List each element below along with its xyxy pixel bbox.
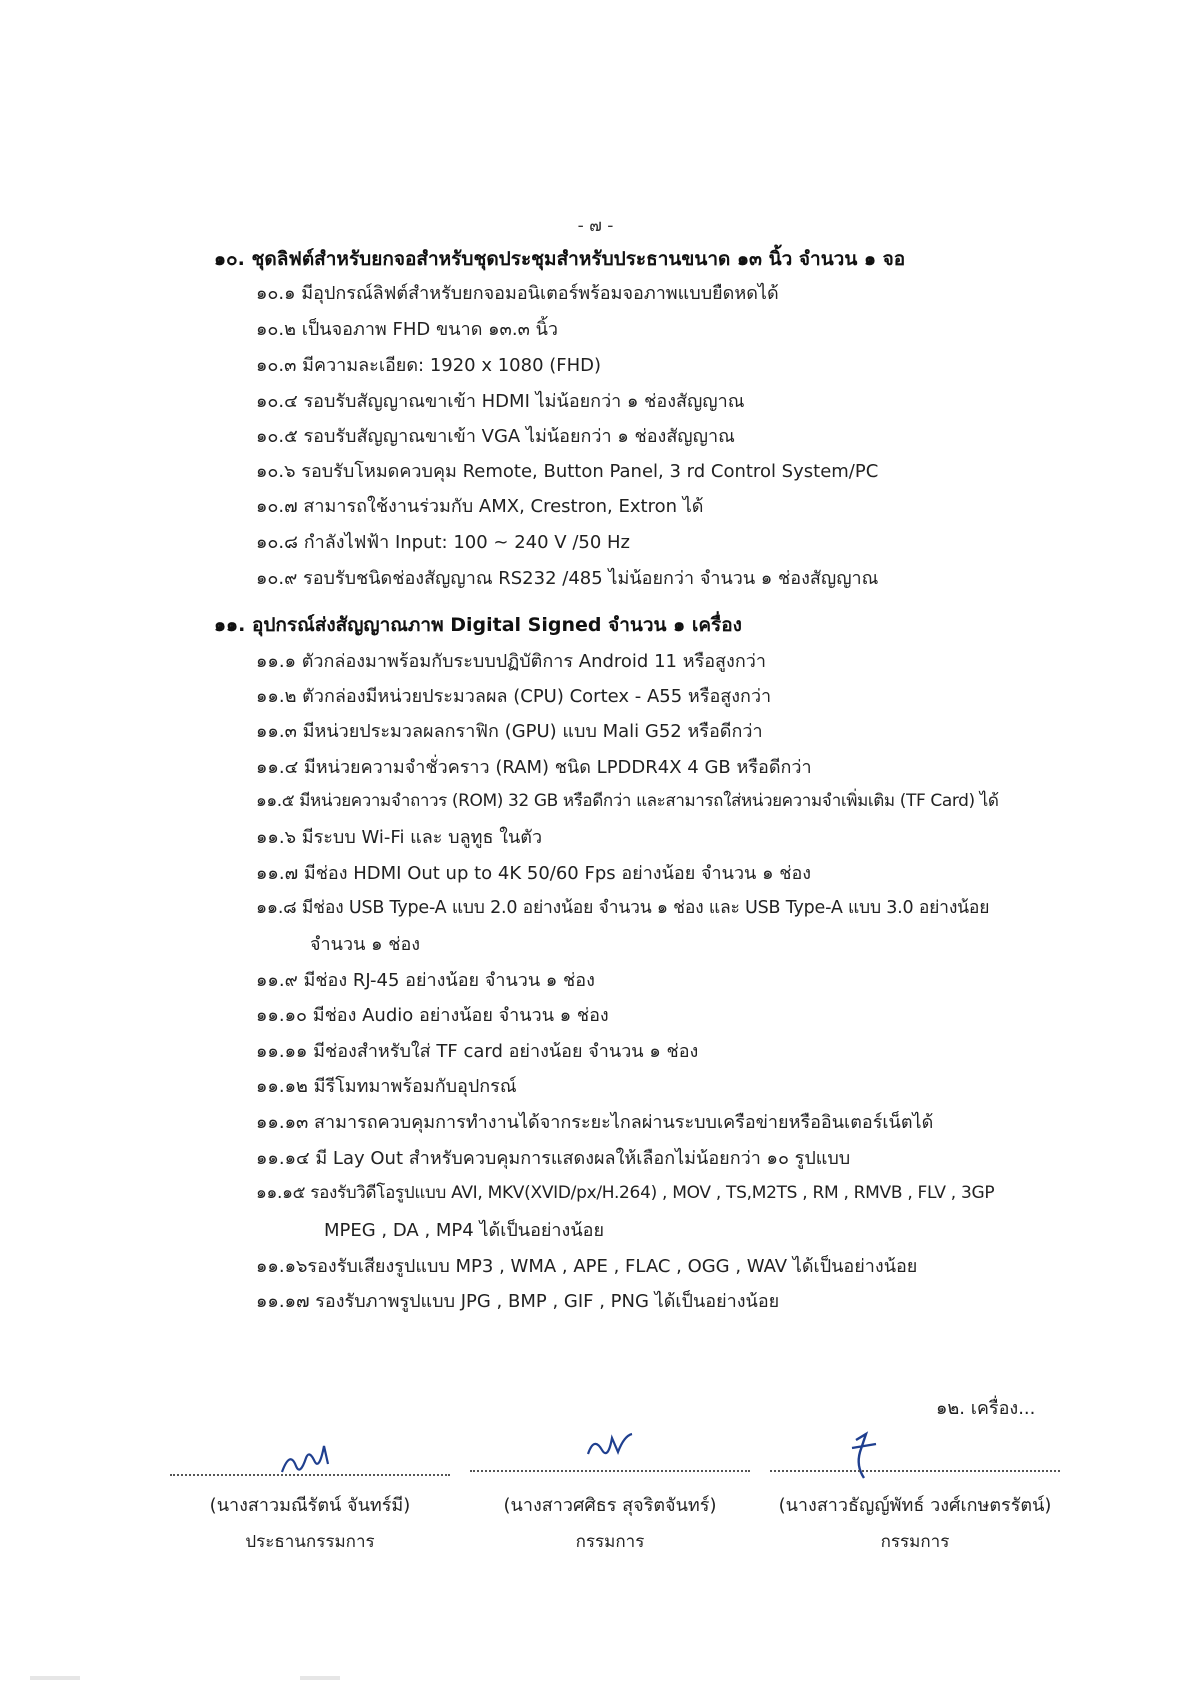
signatory-role: กรรมการ <box>880 1532 950 1552</box>
signatory-name: (นางสาวศศิธร สุจริตจันทร์) <box>503 1495 717 1516</box>
spec-item: ๑๑.๑๗ รองรับภาพรูปแบบ JPG , BMP , GIF , PNG ได้เป็นอย่างน้อย <box>256 1291 780 1312</box>
spec-item: ๑๑.๕ มีหน่วยความจำถาวร (ROM) 32 GB หรือดีกว่า และสามารถใส่หน่วยความจำเพิ่มเติม (TF Card) ได้ <box>256 791 999 811</box>
signature-scribble <box>470 1422 750 1470</box>
signatory-role: ประธานกรรมการ <box>245 1532 375 1552</box>
section-11-heading: ๑๑. อุปกรณ์ส่งสัญญาณภาพ Digital Signed จำนวน ๑ เครื่อง <box>214 614 742 636</box>
signature-scribble <box>170 1432 450 1480</box>
spec-item: ๑๑.๓ มีหน่วยประมวลผลกราฟิก (GPU) แบบ Mali G52 หรือดีกว่า <box>256 721 763 742</box>
signature-dotted-line <box>170 1474 450 1476</box>
spec-item: ๑๐.๓ มีความละเอียด: 1920 x 1080 (FHD) <box>256 355 602 376</box>
next-page-reference: ๑๒. เครื่อง... <box>936 1398 1036 1419</box>
spec-item: ๑๐.๖ รอบรับโหมดควบคุม Remote, Button Panel, 3 rd Control System/PC <box>256 461 879 482</box>
spec-item: ๑๑.๘ มีช่อง USB Type-A แบบ 2.0 อย่างน้อย จำนวน ๑ ช่อง และ USB Type-A แบบ 3.0 อย่างน้อย <box>256 898 990 918</box>
signatory-name: (นางสาวธัญญ์พัทธ์ วงศ์เกษตรรัตน์) <box>778 1495 1052 1516</box>
spec-item-continuation: จำนวน ๑ ช่อง <box>310 934 421 955</box>
scan-artifact <box>30 1676 80 1680</box>
spec-item: ๑๑.๙ มีช่อง RJ-45 อย่างน้อย จำนวน ๑ ช่อง <box>256 970 595 991</box>
signature-dotted-line <box>770 1470 1060 1472</box>
signatory-role: กรรมการ <box>575 1532 645 1552</box>
spec-item-continuation: MPEG , DA , MP4 ได้เป็นอย่างน้อย <box>324 1220 604 1241</box>
spec-item: ๑๐.๔ รอบรับสัญญาณขาเข้า HDMI ไม่น้อยกว่า ๑ ช่องสัญญาณ <box>256 391 745 412</box>
signature-dotted-line <box>470 1470 750 1472</box>
spec-item: ๑๑.๗ มีช่อง HDMI Out up to 4K 50/60 Fps อย่างน้อย จำนวน ๑ ช่อง <box>256 863 812 884</box>
spec-item: ๑๑.๒ ตัวกล่องมีหน่วยประมวลผล (CPU) Cortex - A55 หรือสูงกว่า <box>256 686 772 707</box>
signatory-name: (นางสาวมณีรัตน์ จันทร์มี) <box>209 1495 411 1516</box>
spec-item: ๑๑.๖ มีระบบ Wi-Fi และ บลูทูธ ในตัว <box>256 827 543 848</box>
spec-item: ๑๐.๑ มีอุปกรณ์ลิฟต์สำหรับยกจอมอนิเตอร์พร้อมจอภาพแบบยืดหดได้ <box>256 283 779 304</box>
spec-item: ๑๑.๑๖รองรับเสียงรูปแบบ MP3 , WMA , APE , FLAC , OGG , WAV ได้เป็นอย่างน้อย <box>256 1256 918 1277</box>
scan-artifact <box>300 1676 340 1680</box>
spec-item: ๑๐.๘ กำลังไฟฟ้า Input: 100 ~ 240 V /50 Hz <box>256 532 631 553</box>
spec-item: ๑๑.๑๕ รองรับวิดีโอรูปแบบ AVI, MKV(XVID/px/H.264) , MOV , TS,M2TS , RM , RMVB , FLV , 3GP <box>256 1183 995 1203</box>
spec-item: ๑๐.๕ รอบรับสัญญาณขาเข้า VGA ไม่น้อยกว่า ๑ ช่องสัญญาณ <box>256 426 735 447</box>
signature-scribble <box>770 1422 1060 1482</box>
spec-item: ๑๑.๑๐ มีช่อง Audio อย่างน้อย จำนวน ๑ ช่อง <box>256 1005 609 1026</box>
spec-item: ๑๐.๒ เป็นจอภาพ FHD ขนาด ๑๓.๓ นิ้ว <box>256 319 559 340</box>
spec-item: ๑๑.๑๒ มีรีโมทมาพร้อมกับอุปกรณ์ <box>256 1076 517 1097</box>
section-10-heading: ๑๐. ชุดลิฟต์สำหรับยกจอสำหรับชุดประชุมสำหรับประธานขนาด ๑๓ นิ้ว จำนวน ๑ จอ <box>214 248 906 270</box>
spec-item: ๑๐.๙ รอบรับชนิดช่องสัญญาณ RS232 /485 ไม่น้อยกว่า จำนวน ๑ ช่องสัญญาณ <box>256 568 879 589</box>
spec-item: ๑๐.๗ สามารถใช้งานร่วมกับ AMX, Crestron, Extron ได้ <box>256 496 704 517</box>
spec-item: ๑๑.๑๔ มี Lay Out สำหรับควบคุมการแสดงผลให้เลือกไม่น้อยกว่า ๑๐ รูปแบบ <box>256 1148 851 1169</box>
spec-item: ๑๑.๑๑ มีช่องสำหรับใส่ TF card อย่างน้อย จำนวน ๑ ช่อง <box>256 1041 699 1062</box>
page-number: - ๗ - <box>577 216 614 236</box>
spec-item: ๑๑.๑๓ สามารถควบคุมการทำงานได้จากระยะไกลผ่านระบบเครือข่ายหรืออินเตอร์เน็ตได้ <box>256 1112 934 1133</box>
spec-item: ๑๑.๔ มีหน่วยความจำชั่วคราว (RAM) ชนิด LPDDR4X 4 GB หรือดีกว่า <box>256 757 812 778</box>
spec-item: ๑๑.๑ ตัวกล่องมาพร้อมกับระบบปฏิบัติการ Android 11 หรือสูงกว่า <box>256 651 766 672</box>
